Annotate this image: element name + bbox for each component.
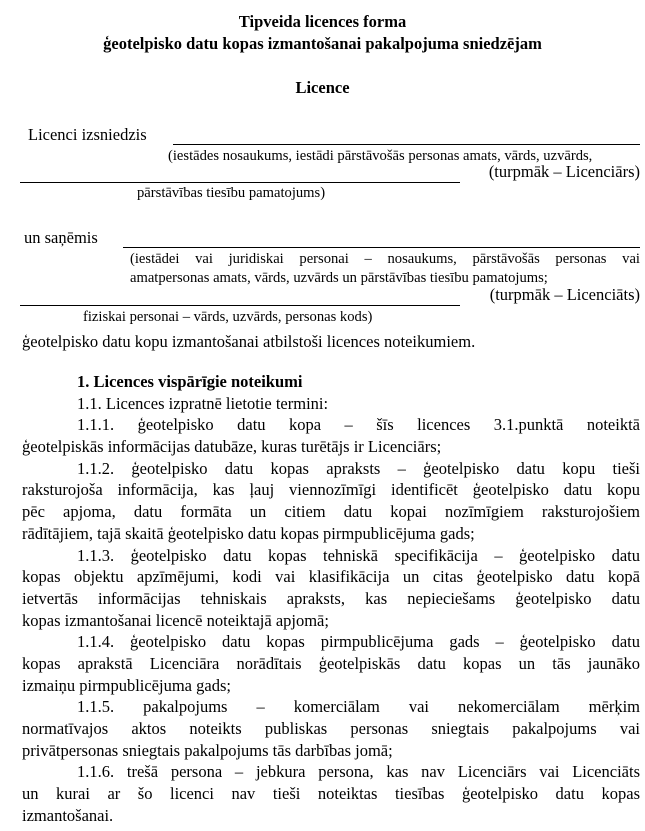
paragraph-line: izmaiņu pirmpublicējuma gads; [22, 675, 231, 695]
paragraph-line: 1.1.2. ģeotelpisko datu kopas apraksts – ģeotelpisko datu kopu tieši [77, 458, 640, 478]
paragraph-line: ietvertās informācijas tehniskais apraksts, kas nepieciešams ģeotelpisko datu [22, 588, 640, 608]
section-heading: 1. Licences vispārīgie noteikumi [77, 372, 303, 391]
paragraph-line: rādītājiem, tajā skaitā ģeotelpisko datu kopas pirmpublicējuma gads; [22, 523, 475, 543]
purpose-text: ģeotelpisko datu kopu izmantošanai atbilstoši licences noteikumiem. [22, 332, 476, 351]
receiver-blank-line-2[interactable] [20, 305, 460, 306]
paragraph-line: izmantošanai. [22, 805, 114, 825]
issuer-caption: (iestādes nosaukums, iestādi pārstāvošās personas amats, vārds, uzvārds, [168, 148, 593, 164]
receiver-caption-line: (iestādei vai juridiskai personai – nosaukums, pārstāvošās personas vai [130, 251, 640, 267]
licence-heading: Licence [295, 78, 350, 97]
paragraph-line: 1.1.6. trešā persona – jebkura persona, kas nav Licenciārs vai Licenciāts [77, 762, 640, 782]
issuer-blank-line[interactable] [173, 144, 640, 145]
paragraph-line: kopas aprakstā Licenciāra norādītais ģeotelpiskās datu kopas un tās jaunāko [22, 653, 640, 673]
paragraph-line: 1.1.1. ģeotelpisko datu kopa – šīs licences 3.1.punktā noteiktā [77, 415, 640, 435]
receiver-label: un saņēmis [24, 228, 98, 247]
receiver-caption [130, 250, 640, 288]
issuer-label: Licenci izsniedzis [28, 125, 147, 144]
paragraph-line: privātpersonas sniegtais pakalpojums tās darbības jomā; [22, 740, 393, 760]
section-general-terms [22, 371, 640, 826]
paragraph-line: normatīvajos aktos noteikts publiskas personas sniegtais pakalpojums vai [22, 719, 640, 738]
receiver-caption-3: fiziskai personai – vārds, uzvārds, personas kods) [83, 309, 373, 325]
paragraph-line: un kurai ar šo licenci nav tieši noteiktas tiesības ģeotelpisko datu kopas [22, 784, 640, 804]
receiver-role: (turpmāk – Licenciāts) [489, 285, 640, 304]
issuer-caption-2: pārstāvības tiesību pamatojums) [137, 185, 326, 201]
paragraph-line: 1.1.5. pakalpojums – komerciālam vai nekomerciālam mērķim [77, 697, 640, 717]
paragraph-line: 1.1.4. ģeotelpisko datu kopas pirmpublicējuma gads – ģeotelpisko datu [77, 632, 640, 652]
paragraph-line: kopas izmantošanai licencē noteiktajā apjomā; [22, 610, 329, 630]
receiver-blank-line[interactable] [123, 247, 640, 248]
paragraph-line: ģeotelpiskās informācijas datubāze, kuras turētājs ir Licenciārs; [22, 437, 442, 457]
paragraph-line: 1.1. Licences izpratnē lietotie termini: [77, 393, 329, 413]
issuer-role: (turpmāk – Licenciārs) [488, 162, 640, 181]
paragraph-line: raksturojoša informācija, kas ļauj viennozīmīgi identificēt ģeotelpisko datu kopu [22, 480, 640, 500]
receiver-caption-line: amatpersonas amats, vārds, uzvārds un pārstāvības tiesību pamatojums; [130, 270, 548, 286]
document-subtitle: ģeotelpisko datu kopas izmantošanai pakalpojuma sniedzējam [103, 34, 542, 53]
paragraph-line: kopas objektu apzīmējumi, kodi vai klasifikācija un citas ģeotelpisko datu kopā [22, 567, 640, 587]
paragraph-line: pēc apjoma, datu formāta un citiem datu kopai nozīmīgiem raksturojošiem [22, 502, 640, 522]
document-title: Tipveida licences forma [238, 12, 407, 31]
paragraph-line: 1.1.3. ģeotelpisko datu kopas tehniskā specifikācija – ģeotelpisko datu [77, 545, 640, 565]
